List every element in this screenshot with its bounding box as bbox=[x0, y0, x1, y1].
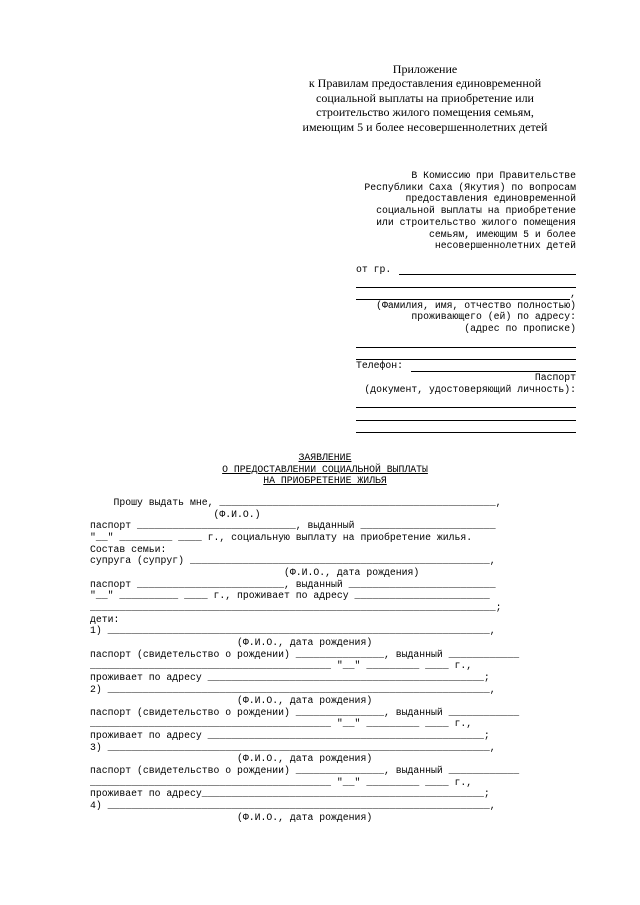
statement-title bbox=[200, 452, 450, 487]
addressee-line: Республики Саха (Якутия) по вопросам bbox=[364, 181, 576, 193]
body-line[interactable]: 3) _________________________________________________________________, bbox=[90, 741, 496, 753]
residence-hint: (адрес по прописке) bbox=[464, 323, 576, 335]
body-line[interactable]: паспорт _________________________, выданный _________________________ bbox=[90, 578, 496, 590]
body-line[interactable]: _____________________________________________________________________; bbox=[90, 601, 502, 613]
body-line[interactable]: _________________________________________ "__" _________ ____ г., bbox=[90, 660, 473, 672]
name-hint: (Фамилия, имя, отчество полностью) bbox=[376, 299, 576, 311]
appendix-line: социальной выплаты на приобретение или bbox=[316, 90, 534, 105]
appendix-line: к Правилам предоставления единовременной bbox=[308, 76, 542, 91]
addressee-line: предоставления единовременной bbox=[405, 193, 576, 205]
appendix-line: строительство жилого помещения семьям, bbox=[316, 105, 534, 120]
body-line[interactable]: паспорт (свидетельство о рождении) _______________, выданный ____________ bbox=[90, 765, 520, 777]
body-line[interactable]: _________________________________________ "__" _________ ____ г., bbox=[90, 776, 473, 788]
body-line[interactable]: паспорт (свидетельство о рождении) _______________, выданный ____________ bbox=[90, 706, 520, 718]
name-field-line[interactable] bbox=[356, 275, 576, 288]
title-line bbox=[200, 452, 450, 464]
passport-hint: (документ, удостоверяющий личность): bbox=[364, 383, 576, 395]
body-line: Состав семьи: bbox=[90, 543, 167, 555]
from-label: от гр. bbox=[356, 263, 392, 275]
body-hint: (Ф.И.О., дата рождения) bbox=[90, 636, 373, 648]
body-hint: (Ф.И.О., дата рождения) bbox=[90, 695, 373, 707]
phone-label: Телефон: bbox=[356, 360, 404, 372]
appendix-line: Приложение bbox=[392, 62, 458, 76]
body-line[interactable]: "__" _________ ____ г., социальную выплату на приобретение жилья. bbox=[90, 531, 473, 543]
passport-field-line[interactable] bbox=[356, 421, 576, 434]
body-line[interactable]: паспорт ___________________________, выданный _______________________ bbox=[90, 520, 496, 532]
appendix-line: имеющим 5 и более несовершеннолетних детей bbox=[302, 119, 548, 134]
phone-row bbox=[356, 360, 576, 372]
title-text: ЗАЯВЛЕНИЕ bbox=[298, 452, 352, 463]
body-line[interactable]: _________________________________________ "__" _________ ____ г., bbox=[90, 718, 473, 730]
title-text: НА ПРИОБРЕТЕНИЕ ЖИЛЬЯ bbox=[263, 475, 387, 487]
address-field-line[interactable] bbox=[356, 348, 576, 361]
passport-field-line[interactable] bbox=[356, 395, 576, 408]
body-line[interactable]: 1) _________________________________________________________________, bbox=[90, 625, 496, 637]
body-hint: (Ф.И.О., дата рождения) bbox=[90, 811, 373, 823]
addressee-block bbox=[330, 170, 576, 433]
statement-body bbox=[90, 497, 576, 823]
body-hint: (Ф.И.О., дата рождения) bbox=[90, 753, 373, 765]
addressee-line: В Комиссию при Правительстве bbox=[411, 170, 576, 181]
comma: , bbox=[570, 288, 576, 299]
addressee-line: или строительство жилого помещения bbox=[376, 216, 576, 228]
body-hint: (Ф.И.О., дата рождения) bbox=[90, 566, 420, 578]
body-line: дети: bbox=[90, 613, 120, 625]
addressee-line: семьям, имеющим 5 и более bbox=[429, 228, 576, 240]
body-hint: (Ф.И.О.) bbox=[90, 508, 261, 520]
title-line bbox=[200, 475, 450, 487]
residence-label: проживающего (ей) по адресу: bbox=[411, 311, 576, 323]
phone-field[interactable] bbox=[411, 361, 576, 372]
body-line[interactable]: "__" __________ ____ г., проживает по адресу _______________________ bbox=[90, 590, 490, 602]
body-line[interactable]: проживает по адресу _______________________________________________; bbox=[90, 671, 490, 683]
addressee-line: несовершеннолетних детей bbox=[434, 240, 576, 252]
body-line[interactable]: 2) _________________________________________________________________, bbox=[90, 683, 496, 695]
spacer bbox=[330, 252, 576, 264]
body-line[interactable]: 4) _________________________________________________________________, bbox=[90, 800, 496, 812]
passport-field-line[interactable] bbox=[356, 408, 576, 421]
title-text: О ПРЕДОСТАВЛЕНИИ СОЦИАЛЬНОЙ ВЫПЛАТЫ bbox=[222, 463, 428, 475]
address-field-line[interactable] bbox=[356, 335, 576, 348]
name-field-line[interactable] bbox=[356, 289, 570, 300]
body-line[interactable]: супруга (супруг) ___________________________________________________, bbox=[90, 555, 496, 567]
body-line[interactable]: Прошу выдать мне, _______________________________________________, bbox=[90, 497, 502, 508]
addressee-line: социальной выплаты на приобретение bbox=[376, 205, 576, 217]
title-line bbox=[200, 464, 450, 476]
body-line[interactable]: проживает по адресу _______________________________________________; bbox=[90, 730, 490, 742]
body-line[interactable]: паспорт (свидетельство о рождении) _______________, выданный ____________ bbox=[90, 648, 520, 660]
passport-label: Паспорт bbox=[534, 371, 576, 383]
appendix-header bbox=[280, 62, 570, 134]
name-end-row bbox=[356, 288, 576, 300]
from-row bbox=[356, 264, 576, 276]
from-name-field[interactable] bbox=[399, 264, 576, 275]
body-line[interactable]: проживает по адресу________________________________________________; bbox=[90, 788, 490, 800]
